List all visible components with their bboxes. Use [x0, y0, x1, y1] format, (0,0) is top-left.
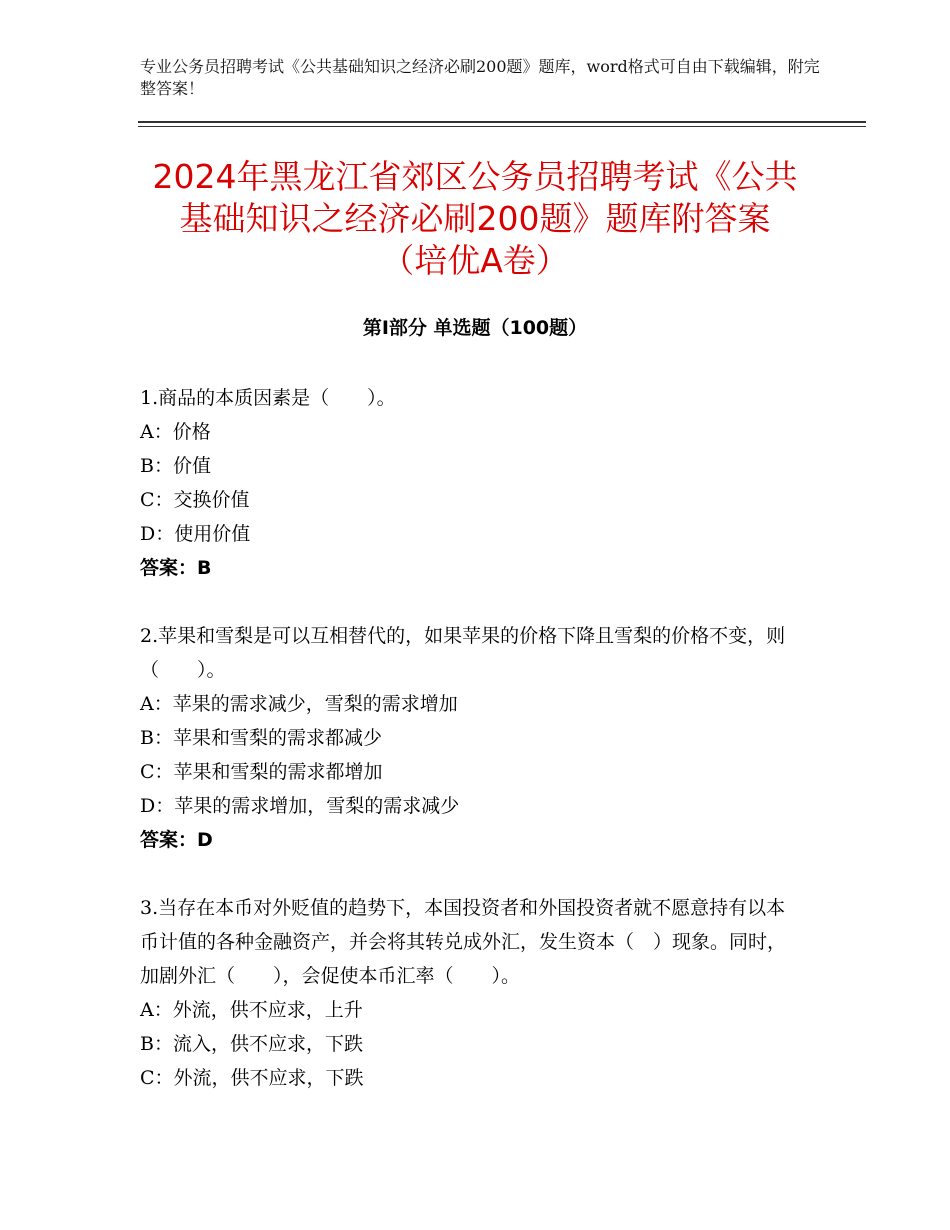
option-b: B：流入，供不应求，下跌	[140, 1033, 363, 1055]
option-d: D：使用价值	[140, 523, 251, 545]
header-rule-thick	[138, 121, 866, 123]
option-c: C：外流，供不应求，下跌	[140, 1067, 364, 1089]
title-line-1: 2024年黑龙江省郊区公务员招聘考试《公共	[152, 157, 798, 196]
option-c: C：苹果和雪梨的需求都增加	[140, 761, 383, 783]
question-stem: 3.当存在本币对外贬值的趋势下，本国投资者和外国投资者就不愿意持有以本币计值的各种金融资产，并会将其转兑成外汇，发生资本（ ）现象。同时，加剧外汇（ ），会促使本币汇率（ ）。	[140, 897, 787, 987]
answer: 答案：B	[140, 557, 212, 579]
document-title	[100, 156, 850, 282]
question-2	[140, 619, 800, 857]
option-a: A：外流，供不应求，上升	[140, 999, 363, 1021]
option-b: B：价值	[140, 455, 211, 477]
option-d: D：苹果的需求增加，雪梨的需求减少	[140, 795, 460, 817]
header-rule-thin	[138, 126, 866, 127]
option-b: B：苹果和雪梨的需求都减少	[140, 727, 382, 749]
answer: 答案：D	[140, 829, 213, 851]
option-a: A：苹果的需求减少，雪梨的需求增加	[140, 693, 458, 715]
question-stem: 2.苹果和雪梨是可以互相替代的，如果苹果的价格下降且雪梨的价格不变，则（ ）。	[140, 625, 786, 681]
option-a: A：价格	[140, 421, 211, 443]
header-note: 专业公务员招聘考试《公共基础知识之经济必刷200题》题库，word格式可自由下载编辑，附完整答案！	[140, 57, 820, 98]
question-3	[140, 891, 800, 1095]
option-c: C：交换价值	[140, 489, 250, 511]
title-line-3: （培优A卷）	[381, 241, 569, 280]
title-line-2: 基础知识之经济必刷200题》题库附答案	[179, 199, 771, 238]
question-stem: 1.商品的本质因素是（ ）。	[140, 387, 396, 409]
question-1	[140, 381, 800, 585]
question-list	[140, 381, 800, 1129]
part-heading: 第Ⅰ部分 单选题（100题）	[362, 317, 588, 339]
